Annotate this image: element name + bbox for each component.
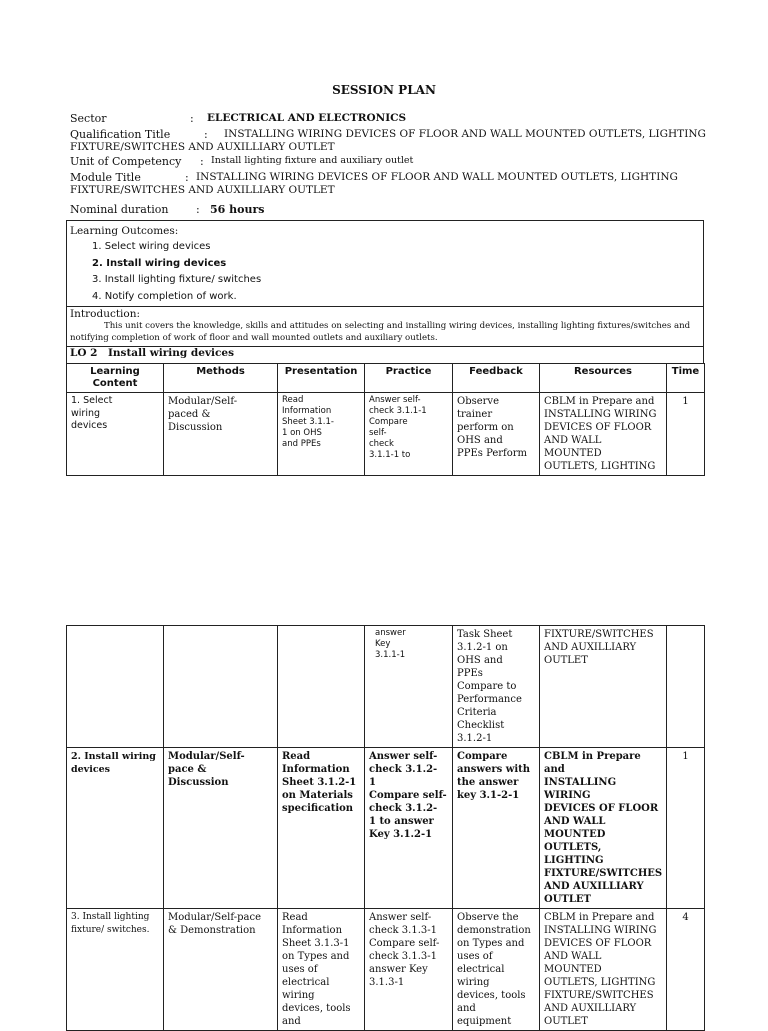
header-resources: Resources: [540, 364, 667, 393]
page-title: SESSION PLAN: [332, 83, 436, 97]
learning-outcome-item: 1. Select wiring devices: [92, 241, 211, 252]
cell-methods: Modular/Self-pace & Demonstration: [164, 909, 278, 1031]
colon: :: [204, 128, 208, 141]
cell-methods: Modular/Self- pace & Discussion: [164, 748, 278, 909]
cell-time: 4: [667, 909, 705, 1031]
cell-methods: Modular/Self- paced & Discussion: [164, 393, 278, 476]
cell-learning-content: 2. Install wiring devices: [67, 748, 164, 909]
introduction-heading: Introduction:: [70, 308, 141, 320]
cell-learning-content: [67, 626, 164, 748]
cell-learning-content: 3. Install lighting fixture/ switches.: [67, 909, 164, 1031]
cell-practice: Answer self- check 3.1.3-1 Compare self- check 3.1.3-1 answer Key 3.1.3-1: [365, 909, 453, 1031]
session-table-page1: [66, 363, 705, 476]
cell-feedback: Task Sheet 3.1.2-1 on OHS and PPEs Compare to Performance Criteria Checklist 3.1.2-1: [453, 626, 540, 748]
cell-practice: Answer self- check 3.1.2- 1 Compare self- check 3.1.2- 1 to answer Key 3.1.2-1: [365, 748, 453, 909]
cell-resources: CBLM in Prepare and INSTALLING WIRING DEVICES OF FLOOR AND WALL MOUNTED OUTLETS, LIGHTING FIXTURE/SWITCHES AND AUXILLIARY OUTLET: [540, 909, 667, 1031]
colon: :: [185, 171, 189, 184]
lo2-number: LO 2: [70, 347, 98, 359]
cell-practice: answer Key 3.1.1-1: [365, 626, 453, 748]
sector-value: ELECTRICAL AND ELECTRONICS: [207, 112, 407, 124]
cell-feedback: Observe the demonstration on Types and uses of electrical wiring devices, tools and equipment: [453, 909, 540, 1031]
cell-time: [667, 626, 705, 748]
cell-resources: CBLM in Prepare and INSTALLING WIRING DEVICES OF FLOOR AND WALL MOUNTED OUTLETS, LIGHTING: [540, 393, 667, 476]
cell-presentation: Read Information Sheet 3.1.2-1 on Materials specification: [278, 748, 365, 909]
colon: :: [200, 155, 204, 168]
cell-time: 1: [667, 748, 705, 909]
qualification-label: Qualification Title: [70, 128, 171, 141]
cell-presentation: Read Information Sheet 3.1.3-1 on Types and uses of electrical wiring devices, tools and: [278, 909, 365, 1031]
lo2-title: Install wiring devices: [108, 347, 235, 359]
unit-label: Unit of Competency: [70, 155, 182, 168]
cell-resources: CBLM in Prepare and INSTALLING WIRING DEVICES OF FLOOR AND WALL MOUNTED OUTLETS, LIGHTING FIXTURE/SWITCHES AND AUXILLIARY OUTLET: [540, 748, 667, 909]
cell-feedback: Compare answers with the answer key 3.1-2-1: [453, 748, 540, 909]
colon: :: [190, 112, 194, 125]
learning-outcomes-heading: Learning Outcomes:: [70, 225, 179, 237]
header-methods: Methods: [164, 364, 278, 393]
introduction-text-cont: notifying completion of work of floor and wall mounted outlets and auxiliary outlets.: [70, 333, 438, 343]
module-label: Module Title: [70, 171, 141, 184]
qualification-value: INSTALLING WIRING DEVICES OF FLOOR AND WALL MOUNTED OUTLETS, LIGHTING: [224, 128, 706, 140]
cell-practice: Answer self- check 3.1.1-1 Compare self- check 3.1.1-1 to: [365, 393, 453, 476]
cell-presentation: Read Information Sheet 3.1.1- 1 on OHS and PPEs: [278, 393, 365, 476]
header-feedback: Feedback: [453, 364, 540, 393]
header-learning-content: Learning Content: [67, 364, 164, 393]
sector-label: Sector: [70, 112, 107, 125]
cell-presentation: [278, 626, 365, 748]
header-time: Time: [667, 364, 705, 393]
cell-resources: FIXTURE/SWITCHES AND AUXILLIARY OUTLET: [540, 626, 667, 748]
colon: :: [196, 203, 200, 216]
learning-outcome-item: 4. Notify completion of work.: [92, 291, 237, 302]
header-presentation: Presentation: [278, 364, 365, 393]
cell-methods: [164, 626, 278, 748]
header-practice: Practice: [365, 364, 453, 393]
cell-time: 1: [667, 393, 705, 476]
duration-label: Nominal duration: [70, 203, 169, 216]
introduction-text: This unit covers the knowledge, skills and attitudes on selecting and installing wiring devices, installing lighting fixtures/switches and: [104, 321, 691, 331]
module-value: INSTALLING WIRING DEVICES OF FLOOR AND WALL MOUNTED OUTLETS, LIGHTING: [196, 171, 678, 183]
cell-feedback: Observe trainer perform on OHS and PPEs Perform: [453, 393, 540, 476]
cell-learning-content: 1. Select wiring devices: [67, 393, 164, 476]
module-value-cont: FIXTURE/SWITCHES AND AUXILLIARY OUTLET: [70, 184, 335, 196]
session-table-page2: [66, 625, 705, 1031]
duration-value: 56 hours: [210, 203, 265, 216]
learning-outcome-item: 3. Install lighting fixture/ switches: [92, 274, 262, 285]
learning-outcome-item-active: 2. Install wiring devices: [92, 258, 227, 269]
qualification-value-cont: FIXTURE/SWITCHES AND AUXILLIARY OUTLET: [70, 141, 335, 153]
unit-value: Install lighting fixture and auxiliary outlet: [211, 155, 414, 166]
